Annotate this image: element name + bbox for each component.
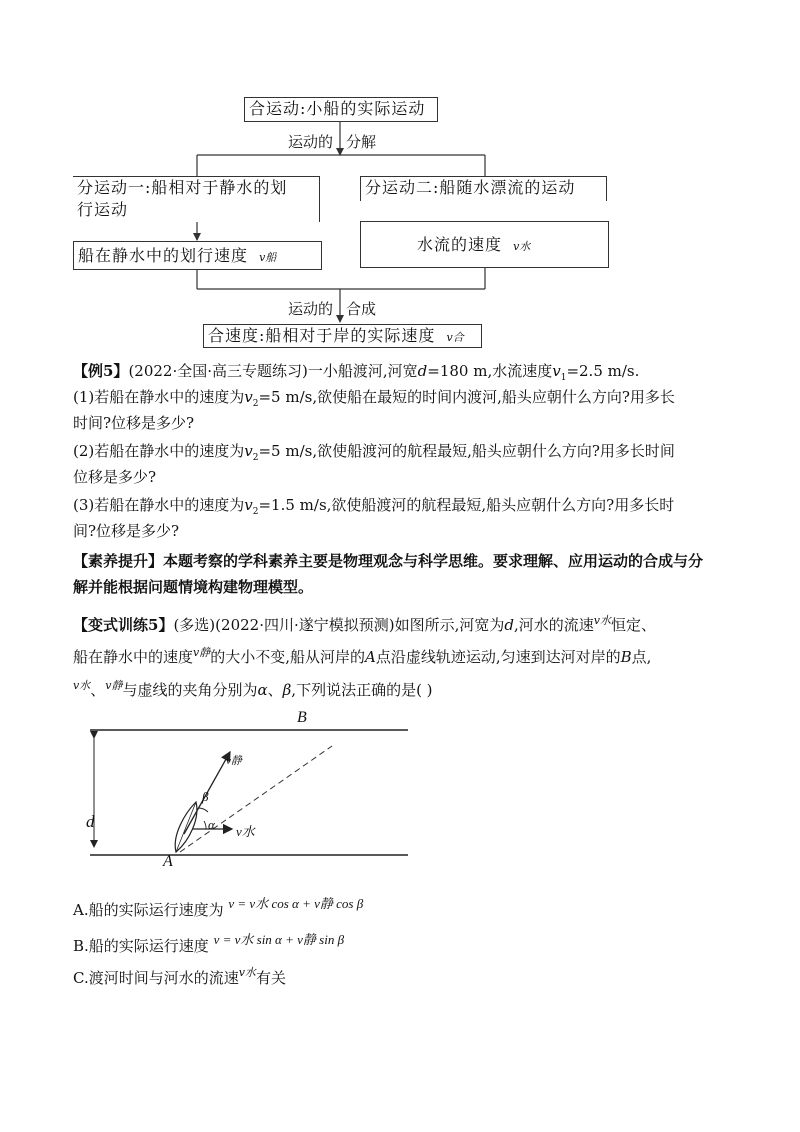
variant5-text-2d: 点,: [631, 648, 652, 666]
alpha-arc: [204, 821, 206, 829]
variant5-text-1c: 恒定、: [610, 616, 656, 634]
variant5-text-1b: ,河水的流速: [513, 616, 594, 634]
variant5-tag: 【变式训练5】: [73, 616, 174, 634]
sub-motion-one-box: [73, 176, 320, 222]
option-c-suffix: 有关: [255, 969, 286, 987]
sub-motion-one-line1: 分运动一:船相对于静水的划: [77, 178, 288, 197]
compose-label-right: 合成: [346, 300, 377, 318]
question1-line2: 时间?位移是多少?: [73, 414, 195, 432]
resultant-speed-box: [203, 324, 482, 348]
v1-subscript: 1: [560, 373, 567, 383]
option-c-symbol: v水: [238, 966, 256, 979]
variant5-line3-vboat: v静: [105, 679, 123, 692]
figure-label-vboat: v静: [226, 755, 242, 767]
literacy-line1: 【素养提升】本题考察的学科素养主要是物理观念与科学思维。要求理解、应用运动的合成与分: [73, 552, 704, 570]
variant5-vwater-symbol: v水: [593, 614, 611, 627]
resultant-speed-symbol: v合: [446, 331, 464, 344]
variant5-line2: [73, 642, 651, 668]
question3-line1: [73, 494, 674, 523]
option-b-prefix: B.船的实际运行速度: [73, 937, 209, 955]
q3-v-subscript: 2: [252, 507, 259, 517]
compose-label-left: 运动的: [288, 300, 334, 318]
question2-line1: [73, 440, 675, 469]
option-c-prefix: C.渡河时间与河水的流速: [73, 969, 239, 987]
variant5-alpha: α: [257, 681, 268, 699]
top-motion-box: [244, 97, 438, 122]
sub-motion-two-text: 分运动二:船随水漂流的运动: [365, 178, 576, 197]
figure-label-vwater: v水: [236, 824, 255, 839]
example5-intro: [73, 360, 639, 389]
variant5-line1: [73, 610, 656, 636]
water-speed-symbol: v水: [513, 240, 531, 253]
question3-line2: 间?位移是多少?: [73, 522, 180, 540]
question2-line2: 位移是多少?: [73, 468, 157, 486]
q1-v-symbol: v: [244, 388, 253, 406]
q2-text-a: (2)若船在静水中的速度为: [73, 442, 245, 460]
figure-label-alpha: α: [208, 817, 215, 832]
option-a: [73, 893, 363, 920]
option-b: [73, 929, 344, 956]
q3-text-a: (3)若船在静水中的速度为: [73, 496, 245, 514]
river-crossing-figure: [80, 708, 420, 873]
water-speed-text: 水流的速度: [417, 235, 503, 254]
example5-intro-b: =180 m,水流速度: [427, 362, 553, 380]
example5-tag: 【例5】: [73, 362, 129, 380]
decompose-label-left: 运动的: [288, 133, 334, 151]
variant5-line3: [73, 675, 433, 701]
rowing-speed-box: [73, 241, 322, 270]
variant5-line3-sep: 、: [90, 681, 106, 699]
river-width-symbol: d: [417, 362, 428, 380]
variant5-type: (多选): [173, 616, 216, 634]
variant5-line3-sep2: 、: [267, 681, 283, 699]
variant5-text-3a: 与虚线的夹角分别为: [122, 681, 258, 699]
variant5-text-2a: 船在静水中的速度: [73, 648, 194, 666]
q1-text-a: (1)若船在静水中的速度为: [73, 388, 245, 406]
example5-intro-a: 一小船渡河,河宽: [307, 362, 418, 380]
water-speed-box: [360, 221, 609, 268]
v1-symbol: v: [552, 362, 561, 380]
q1-text-b: =5 m/s,欲使船在最短的时间内渡河,船头应朝什么方向?用多长: [258, 388, 675, 406]
example5-source: (2022·全国·高三专题练习): [128, 362, 308, 380]
q3-text-b: =1.5 m/s,欲使船渡河的航程最短,船头应朝什么方向?用多长时: [258, 496, 675, 514]
q2-v-symbol: v: [244, 442, 253, 460]
question1-line1: [73, 386, 675, 415]
variant5-text-1a: 如图所示,河宽为: [394, 616, 505, 634]
q1-v-subscript: 2: [252, 399, 259, 409]
variant5-line3-vwater: v水: [73, 679, 91, 692]
figure-label-beta: β: [202, 789, 209, 804]
option-b-formula: v = v水 sin α + v静 sin β: [213, 932, 345, 947]
rowing-speed-text: 船在静水中的划行速度: [78, 246, 249, 265]
option-a-prefix: A.船的实际运行速度为: [73, 901, 224, 919]
variant5-text-2c: 点沿虚线轨迹运动,匀速到达河对岸的: [375, 648, 621, 666]
option-a-formula: v = v水 cos α + v静 cos β: [228, 896, 364, 911]
variant5-source: (2022·四川·遂宁模拟预测): [215, 616, 395, 634]
variant5-text-3b: ,下列说法正确的是( ): [291, 681, 433, 699]
beta-arc: [198, 808, 208, 812]
figure-label-A: A: [163, 853, 173, 870]
variant5-A-symbol: A: [365, 648, 376, 666]
variant5-beta: β: [282, 681, 292, 699]
variant5-vboat-symbol: v静: [193, 646, 211, 659]
variant5-d-symbol: d: [504, 616, 514, 634]
sub-motion-one-line2: 行运动: [77, 200, 129, 219]
rowing-speed-symbol: v船: [259, 251, 277, 264]
variant5-B-symbol: B: [620, 648, 632, 666]
figure-label-d: d: [86, 812, 95, 831]
sub-motion-two-box: [360, 176, 607, 201]
q3-v-symbol: v: [244, 496, 253, 514]
resultant-speed-text: 合速度:船相对于岸的实际速度: [208, 326, 436, 345]
literacy-line2: 解并能根据问题情境构建物理模型。: [73, 578, 314, 596]
q2-text-b: =5 m/s,欲使船渡河的航程最短,船头应朝什么方向?用多长时间: [258, 442, 675, 460]
decompose-label-right: 分解: [346, 133, 377, 151]
example5-intro-c: =2.5 m/s.: [566, 362, 640, 380]
variant5-text-2b: 的大小不变,船从河岸的: [210, 648, 366, 666]
figure-label-B: B: [297, 709, 307, 726]
top-motion-text: 合运动:小船的实际运动: [249, 99, 426, 118]
q2-v-subscript: 2: [252, 453, 259, 463]
option-c: [73, 964, 286, 988]
